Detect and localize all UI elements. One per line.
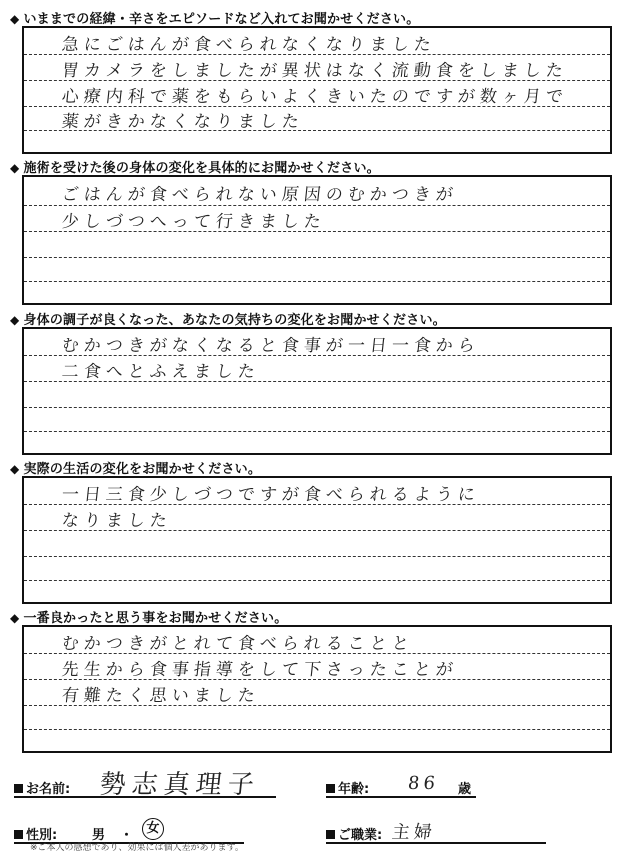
gender-male: 男 bbox=[92, 828, 106, 843]
ruled-line bbox=[24, 556, 610, 557]
job-label-text: ご職業: bbox=[338, 828, 383, 843]
diamond-icon: ◆ bbox=[10, 611, 20, 625]
age-label-text: 年齢: bbox=[338, 782, 370, 797]
job-underline bbox=[326, 842, 546, 844]
question-2-text: 施術を受けた後の身体の変化を具体的にお聞かせください。 bbox=[23, 161, 380, 176]
answer-line: 少しづつへって行きました bbox=[60, 212, 327, 232]
footer-note: ※ご本人の感想であり、効果には個人差があります。 bbox=[30, 843, 244, 853]
question-4-text: 実際の生活の変化をお聞かせください。 bbox=[23, 462, 262, 477]
gender-label-text: 性別: bbox=[26, 828, 58, 843]
name-value: 勢志真理子 bbox=[98, 770, 262, 800]
name-label bbox=[14, 778, 70, 797]
age-underline bbox=[326, 796, 476, 798]
ruled-line bbox=[24, 257, 610, 258]
ruled-line bbox=[24, 729, 610, 730]
answer-line: むかつきがとれて食べられることと bbox=[60, 634, 415, 654]
gender-female-circled bbox=[142, 818, 164, 840]
ruled-line bbox=[24, 205, 610, 206]
answer-line: ごはんが食べられない原因のむかつきが bbox=[60, 185, 459, 205]
question-3-text: 身体の調子が良くなった、あなたの気持ちの変化をお聞かせください。 bbox=[23, 313, 446, 328]
diamond-icon: ◆ bbox=[10, 462, 20, 476]
answer-line: なりました bbox=[60, 511, 173, 531]
ruled-line bbox=[24, 580, 610, 581]
answer-box-2 bbox=[22, 175, 612, 305]
answer-line: 薬がきかなくなりました bbox=[60, 112, 305, 132]
question-3 bbox=[10, 309, 446, 328]
square-bullet-icon bbox=[326, 784, 335, 793]
square-bullet-icon bbox=[14, 830, 23, 839]
question-1 bbox=[10, 8, 419, 27]
gender-separator: ・ bbox=[120, 828, 134, 843]
answer-line: 急にごはんが食べられなくなりました bbox=[60, 35, 437, 55]
age-value: 86 bbox=[406, 773, 441, 794]
question-2 bbox=[10, 157, 380, 176]
answer-line: 心療内科で薬をもらいよくきいたのですが数ヶ月で bbox=[60, 87, 569, 107]
ruled-line bbox=[24, 281, 610, 282]
age-label bbox=[326, 778, 369, 797]
answer-line: 二食へとふえました bbox=[60, 362, 261, 382]
ruled-line bbox=[24, 407, 610, 408]
answer-line: 一日三食少しづつですが食べられるように bbox=[60, 485, 481, 505]
answer-line: 有難たく思いました bbox=[60, 686, 261, 706]
square-bullet-icon bbox=[14, 784, 23, 793]
diamond-icon: ◆ bbox=[10, 313, 20, 327]
question-1-text: いままでの経緯・辛さをエピソードなど入れてお聞かせください。 bbox=[23, 12, 420, 27]
job-label bbox=[326, 824, 382, 843]
answer-box-5 bbox=[22, 625, 612, 753]
gender-female: 女 bbox=[142, 818, 164, 840]
answer-line: むかつきがなくなると食事が一日一食から bbox=[60, 336, 481, 356]
name-label-text: お名前: bbox=[26, 782, 71, 797]
job-value: 主婦 bbox=[390, 822, 437, 843]
diamond-icon: ◆ bbox=[10, 161, 20, 175]
diamond-icon: ◆ bbox=[10, 12, 20, 26]
age-unit: 歳 bbox=[458, 782, 472, 797]
question-5-text: 一番良かったと思う事をお聞かせください。 bbox=[23, 611, 288, 626]
question-4 bbox=[10, 458, 261, 477]
answer-box-3 bbox=[22, 327, 612, 455]
ruled-line bbox=[24, 431, 610, 432]
answer-box-4 bbox=[22, 476, 612, 604]
name-underline bbox=[14, 796, 276, 798]
question-5 bbox=[10, 607, 287, 626]
answer-box-1 bbox=[22, 26, 612, 154]
answer-line: 先生から食事指導をして下さったことが bbox=[60, 660, 459, 680]
answer-line: 胃カメラをしましたが異状はなく流動食をしました bbox=[60, 61, 569, 81]
square-bullet-icon bbox=[326, 830, 335, 839]
